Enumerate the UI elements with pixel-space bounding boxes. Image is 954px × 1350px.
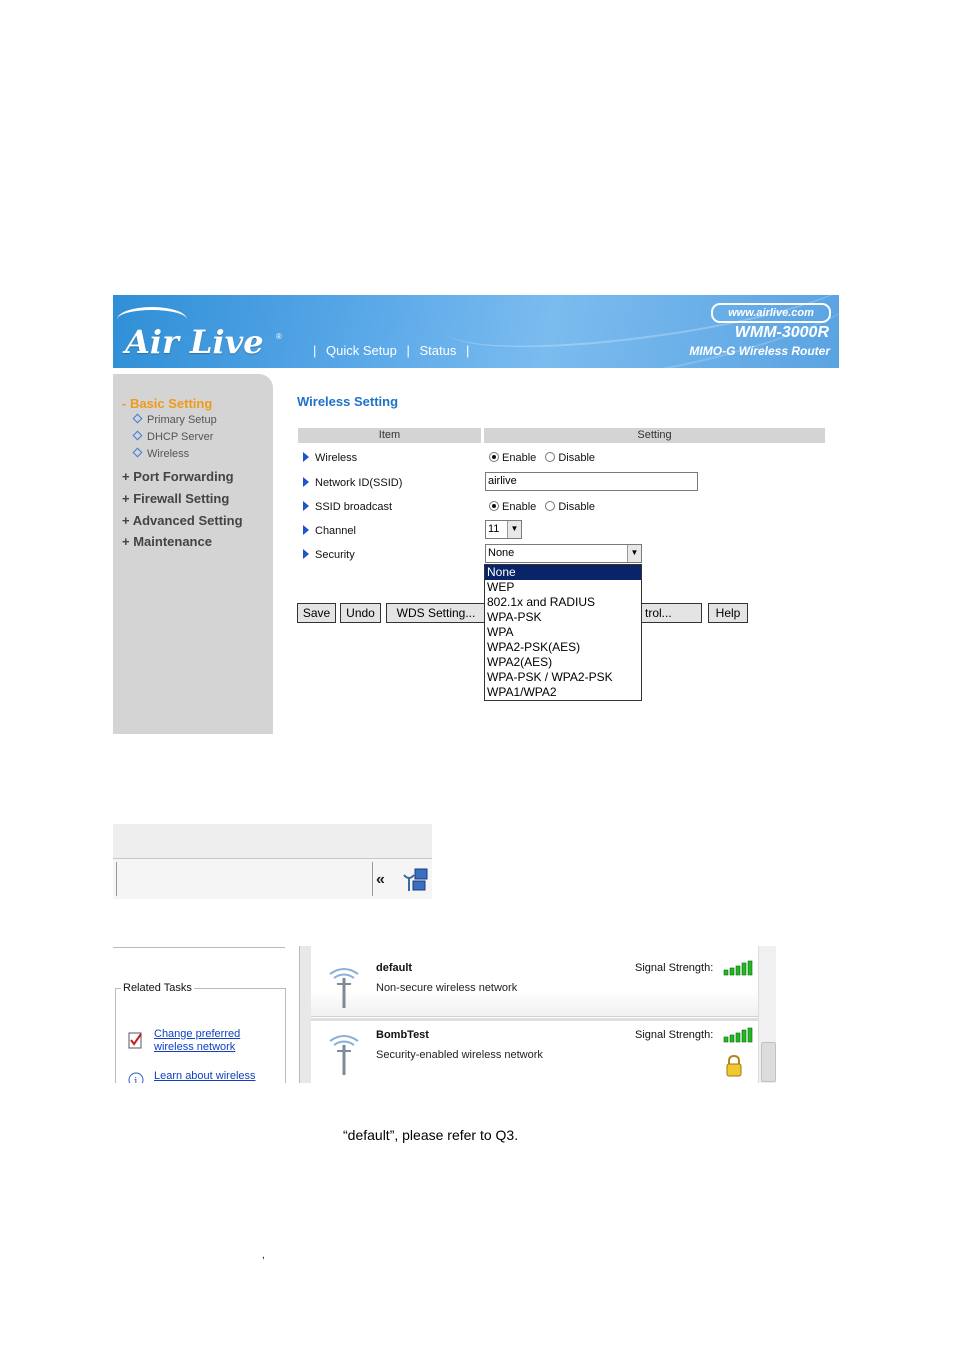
- ssid-input[interactable]: airlive: [485, 472, 698, 491]
- diamond-icon: [133, 448, 143, 458]
- sidebar-item-firewall-setting[interactable]: + Firewall Setting: [122, 491, 230, 506]
- change-preferred-network-link[interactable]: Change preferred wireless network: [154, 1028, 241, 1053]
- row-label-ssid-broadcast: SSID broadcast: [303, 500, 392, 513]
- network-name: default: [376, 962, 413, 974]
- column-header-setting: Setting: [484, 428, 825, 443]
- row-label-channel: Channel: [303, 524, 356, 537]
- scrollbar-thumb[interactable]: [761, 1042, 776, 1082]
- wireless-enable-radio[interactable]: [489, 452, 499, 462]
- ssid-broadcast-enable-radio[interactable]: [489, 501, 499, 511]
- wireless-network-tray-icon[interactable]: [401, 867, 429, 895]
- security-option[interactable]: WPA2(AES): [487, 655, 553, 669]
- wireless-network-list-screenshot: [113, 946, 776, 1088]
- info-icon: [128, 1072, 144, 1088]
- tasks-pane: [113, 946, 299, 1088]
- channel-select[interactable]: 11 ▼: [485, 520, 522, 539]
- column-header-item: Item: [298, 428, 481, 443]
- nav-separator: |: [406, 343, 410, 358]
- sidebar-item-port-forwarding[interactable]: + Port Forwarding: [122, 469, 234, 484]
- undo-button[interactable]: Undo: [340, 603, 381, 623]
- security-option[interactable]: WEP: [487, 580, 515, 594]
- sidebar: [113, 374, 273, 734]
- nav-quick-setup[interactable]: Quick Setup: [326, 343, 397, 358]
- ssid-broadcast-disable-radio[interactable]: [545, 501, 555, 511]
- arrow-right-icon: [303, 549, 309, 559]
- signal-strength-label: Signal Strength:: [635, 1029, 714, 1041]
- diamond-icon: [133, 431, 143, 441]
- page-title: Wireless Setting: [297, 394, 399, 409]
- model-subtitle: MIMO-G Wireless Router: [689, 344, 830, 358]
- sidebar-item-wireless[interactable]: Wireless: [134, 448, 189, 460]
- checklist-icon: [128, 1031, 144, 1049]
- row-label-wireless: Wireless: [303, 451, 357, 464]
- show-hidden-icons-button[interactable]: «: [376, 871, 385, 888]
- scrollbar[interactable]: [758, 946, 776, 1083]
- lock-icon: [725, 1055, 743, 1077]
- network-description: Non-secure wireless network: [376, 982, 518, 994]
- signal-bars-icon: [723, 1027, 753, 1043]
- arrow-right-icon: [303, 477, 309, 487]
- top-nav: [313, 343, 475, 358]
- network-name: BombTest: [376, 1029, 429, 1041]
- wireless-radio-group: Enable Disable: [489, 451, 601, 464]
- network-item-bombtest[interactable]: [311, 1018, 758, 1083]
- signal-strength-label: Signal Strength:: [635, 962, 714, 974]
- security-option[interactable]: 802.1x and RADIUS: [487, 595, 596, 609]
- header-banner: [113, 295, 839, 368]
- router-admin-screenshot: [113, 295, 839, 734]
- arrow-right-icon: [303, 501, 309, 511]
- diamond-icon: [133, 414, 143, 424]
- sidebar-item-dhcp-server[interactable]: DHCP Server: [134, 431, 213, 443]
- wireless-antenna-icon: [327, 1031, 361, 1077]
- wireless-disable-radio[interactable]: [545, 452, 555, 462]
- arrow-right-icon: [303, 525, 309, 535]
- nav-separator: |: [465, 343, 470, 358]
- dropdown-arrow-icon[interactable]: ▼: [507, 521, 521, 538]
- arrow-right-icon: [303, 452, 309, 462]
- security-select[interactable]: None ▼: [485, 544, 642, 563]
- security-option[interactable]: WPA-PSK / WPA2-PSK: [487, 670, 613, 684]
- network-item-default[interactable]: [311, 954, 758, 1017]
- help-button[interactable]: Help: [708, 603, 748, 623]
- row-label-ssid: Network ID(SSID): [303, 476, 402, 489]
- nav-separator: |: [313, 343, 317, 358]
- security-option[interactable]: WPA-PSK: [487, 610, 542, 624]
- learn-about-wireless-link[interactable]: Learn about wireless: [154, 1070, 256, 1082]
- signal-bars-icon: [723, 960, 753, 976]
- security-option[interactable]: None: [485, 565, 641, 580]
- sidebar-item-basic-setting[interactable]: - Basic Setting: [122, 396, 213, 411]
- save-button[interactable]: Save: [297, 603, 336, 623]
- security-option[interactable]: WPA1/WPA2: [487, 685, 557, 699]
- sidebar-item-maintenance[interactable]: + Maintenance: [122, 534, 212, 549]
- dropdown-arrow-icon[interactable]: ▼: [627, 545, 641, 562]
- model-name: WMM-3000R: [734, 324, 829, 341]
- related-tasks-heading: Related Tasks: [123, 982, 192, 994]
- airlive-logo: Air Live: [125, 323, 264, 361]
- registered-mark: ®: [276, 332, 282, 341]
- security-option[interactable]: WPA: [487, 625, 514, 639]
- sidebar-item-primary-setup[interactable]: Primary Setup: [134, 414, 217, 426]
- taskbar-screenshot: [113, 824, 432, 899]
- nav-status[interactable]: Status: [419, 343, 457, 358]
- stray-mark: ,: [262, 1250, 265, 1261]
- caption-text: “default”, please refer to Q3.: [343, 1127, 519, 1143]
- svg-text:i: i: [134, 1075, 138, 1088]
- ssid-broadcast-radio-group: Enable Disable: [489, 500, 601, 513]
- url-badge[interactable]: www.airlive.com: [711, 303, 831, 323]
- access-control-button[interactable]: trol...: [638, 603, 702, 623]
- row-label-security: Security: [303, 548, 355, 561]
- sidebar-item-advanced-setting[interactable]: + Advanced Setting: [122, 513, 243, 528]
- wds-setting-button[interactable]: WDS Setting...: [386, 603, 486, 623]
- security-dropdown-list: [484, 564, 642, 701]
- network-description: Security-enabled wireless network: [376, 1049, 543, 1061]
- wireless-antenna-icon: [327, 964, 361, 1010]
- security-option[interactable]: WPA2-PSK(AES): [487, 640, 581, 654]
